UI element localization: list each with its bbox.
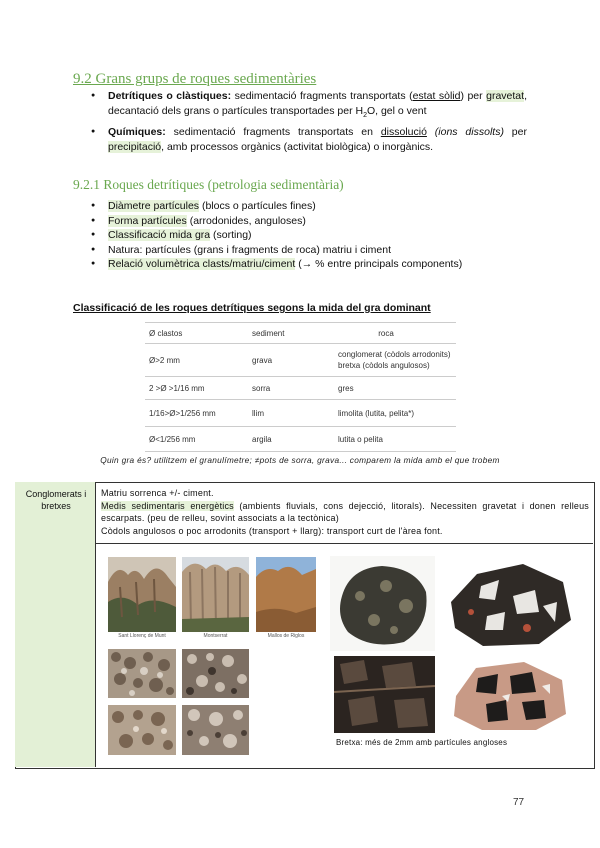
breccia-photo	[446, 656, 573, 733]
list-item: ● Relació volumètrica clasts/matriu/ciment (→ % entre principals components)	[91, 257, 531, 272]
conglomerates-description: Matriu sorrenca +/- ciment. Medis sedimentaris energètics (ambients fluvials, cons dejecció, litorals). Necessiten gravetat i donen relleus escarpats. (peu de relleu, sovint associats a la tectònica) Còdols angulosos o poc arrodonits (transport + llarg): transport curt de l'àrea font.	[101, 488, 589, 536]
table-row: Ø>2 mm grava conglomerat (còdols arrodonits) bretxa (còdols angulosos)	[145, 344, 456, 377]
breccia-photo	[330, 556, 435, 651]
conglomerate-closeup	[182, 705, 249, 755]
photo-label: Sant Llorenç de Munt	[118, 633, 166, 639]
column-header: sediment	[248, 323, 316, 344]
table-row: 2 >Ø >1/16 mm sorra gres	[145, 377, 456, 400]
rock-type-label: Conglomerats i bretxes	[25, 489, 87, 511]
list-item: ● Químiques: sedimentació fragments transportats en dissolució (ions dissolts) per precipitació, amb processos orgànics (activitat biològica) o inorgànics.	[91, 125, 527, 154]
conglomerate-closeup	[108, 705, 176, 755]
conglomerate-closeup	[108, 649, 176, 698]
breccia-caption: Bretxa: més de 2mm amb partícules angloses	[336, 738, 508, 747]
rock-groups-list	[91, 89, 527, 154]
photo-label: Montserrat	[203, 633, 228, 639]
table-row: Ø<1/256 mm argila lutita o pelita	[145, 427, 456, 452]
outcrop-photo	[108, 557, 176, 632]
divider	[96, 543, 593, 544]
list-item: ● Diàmetre partícules (blocs o partícules fines)	[91, 199, 531, 214]
page-number: 77	[513, 797, 525, 808]
list-item: ● Forma partícules (arrodonides, anguloses)	[91, 214, 531, 229]
table-row: 1/16>Ø>1/256 mm llim limolita (lutita, pelita*)	[145, 400, 456, 427]
outcrop-photo	[182, 557, 249, 632]
table-header-row	[145, 323, 456, 344]
grain-size-table	[145, 322, 456, 452]
list-item: ● Detrítiques o clàstiques: sedimentació fragments transportats (estat sòlid) per gravetat, decantació dels grans o partícules transportades per $H_2O$, gel o vent	[91, 89, 527, 123]
column-header: roca	[316, 323, 456, 344]
table-title: Classificació de les roques detrítiques segons la mida del gra dominant	[73, 302, 431, 314]
photo-label: Mallos de Riglos	[267, 633, 305, 639]
conglomerate-closeup	[182, 649, 249, 698]
column-header: Ø clastos	[145, 323, 248, 344]
label-cell	[15, 482, 96, 767]
subsection-heading: 9.2.1 Roques detrítiques (petrologia sedimentària)	[73, 177, 344, 192]
breccia-photo	[334, 656, 435, 733]
breccia-photo	[443, 556, 576, 651]
list-item: ● Natura: partícules (grans i fragments de roca) matriu i ciment	[91, 243, 531, 258]
outcrop-photo	[256, 557, 316, 632]
list-item: ● Classificació mida gra (sorting)	[91, 228, 531, 243]
granulometer-note: Quin gra és? utilitzem el granulímetre; ≠pots de sorra, grava... comparem la mida amb el que trobem	[100, 455, 500, 465]
section-heading: 9.2 Grans grups de roques sedimentàries	[73, 71, 317, 87]
features-list	[91, 199, 531, 272]
